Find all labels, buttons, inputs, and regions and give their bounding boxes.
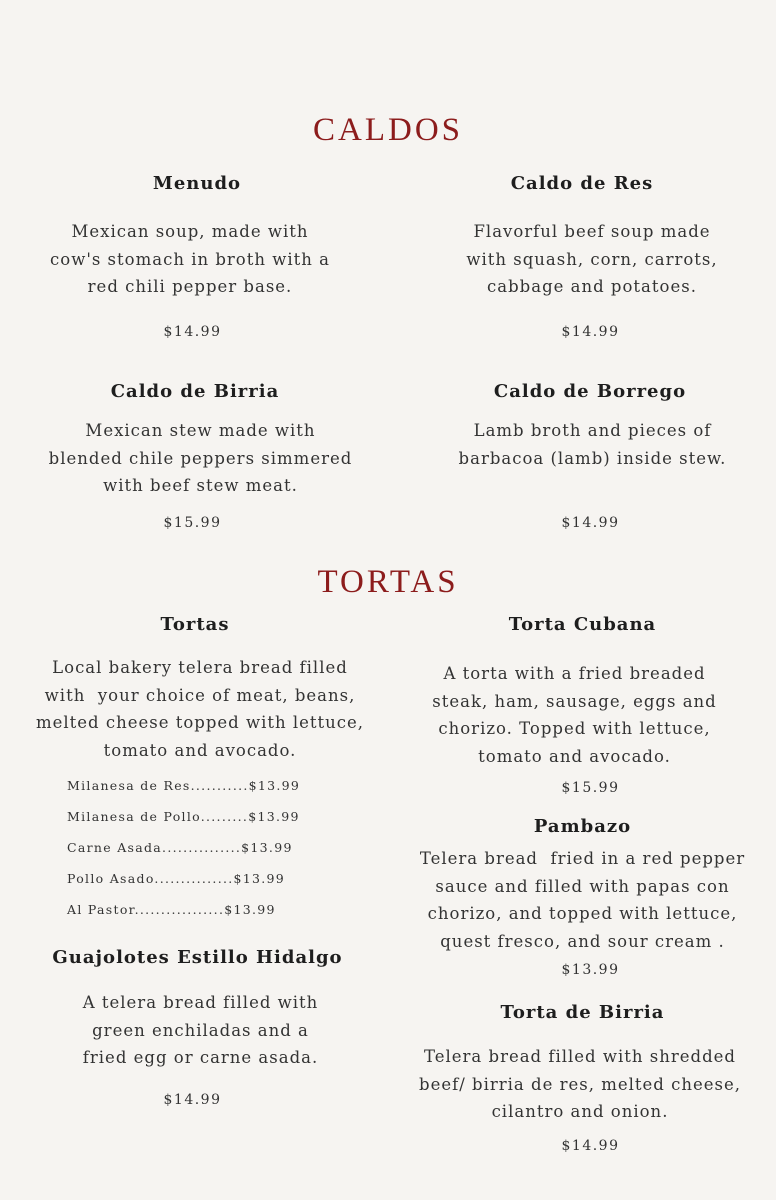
- desc-line: tomato and avocado.: [478, 746, 671, 766]
- item-price-guajolotes: $14.99: [163, 1092, 222, 1108]
- section-title-tortas: TORTAS: [317, 564, 459, 600]
- desc-line: sauce and filled with papas con: [435, 876, 730, 896]
- item-desc-guajolotes: [28, 989, 373, 1072]
- item-title-guajolotes: Guajolotes Estillo Hidalgo: [52, 947, 343, 968]
- torta-option-pollo-asado: Pollo Asado...............$13.99: [67, 871, 286, 886]
- item-desc-pambazo: [410, 845, 755, 955]
- item-desc-caldo-de-birria: [28, 417, 373, 500]
- desc-line: A telera bread filled with: [82, 993, 319, 1012]
- desc-line: green enchiladas and a: [92, 1020, 309, 1040]
- section-title-caldos: CALDOS: [312, 112, 464, 148]
- desc-line: Flavorful beef soup made: [473, 222, 711, 241]
- desc-line: Lamb broth and pieces of: [473, 421, 712, 440]
- desc-line: Local bakery telera bread filled: [52, 658, 348, 677]
- desc-line: quest fresco, and sour cream .: [440, 931, 725, 951]
- item-desc-tortas: [25, 654, 375, 764]
- desc-line: Mexican stew made with: [85, 421, 316, 440]
- item-price-caldo-de-borrego: $14.99: [561, 515, 620, 531]
- desc-line: Mexican soup, made with: [71, 222, 309, 241]
- item-title-caldo-de-birria: Caldo de Birria: [110, 381, 280, 402]
- desc-line: melted cheese topped with lettuce,: [35, 713, 365, 732]
- desc-line: with squash, corn, carrots,: [466, 249, 718, 269]
- item-price-torta-cubana: $15.99: [561, 780, 620, 796]
- desc-line: tomato and avocado.: [103, 740, 297, 760]
- item-price-menudo: $14.99: [163, 324, 222, 340]
- item-title-pambazo: Pambazo: [533, 816, 632, 837]
- desc-line: cilantro and onion.: [491, 1102, 669, 1121]
- desc-line: Telera bread filled with shredded: [424, 1047, 736, 1066]
- item-title-tortas: Tortas: [160, 614, 230, 635]
- desc-line: beef/ birria de res, melted cheese,: [419, 1074, 741, 1094]
- desc-line: cabbage and potatoes.: [487, 277, 697, 296]
- desc-line: Telera bread fried in a red pepper: [419, 849, 746, 868]
- desc-line: A torta with a fried breaded: [443, 664, 706, 683]
- item-desc-torta-de-birria: [405, 1043, 755, 1126]
- item-title-menudo: Menudo: [152, 173, 242, 194]
- item-price-torta-de-birria: $14.99: [561, 1138, 620, 1154]
- item-desc-caldo-de-res: [422, 218, 762, 301]
- desc-line: with your choice of meat, beans,: [44, 685, 356, 705]
- item-price-pambazo: $13.99: [561, 962, 620, 978]
- desc-line: chorizo, and topped with lettuce,: [427, 904, 738, 923]
- torta-option-milanesa-de-res: Milanesa de Res...........$13.99: [67, 778, 301, 793]
- torta-option-milanesa-de-pollo: Milanesa de Pollo.........$13.99: [67, 809, 300, 824]
- desc-line: blended chile peppers simmered: [48, 448, 353, 468]
- item-title-torta-cubana: Torta Cubana: [508, 614, 657, 635]
- desc-line: red chili pepper base.: [87, 277, 293, 296]
- item-title-caldo-de-res: Caldo de Res: [510, 173, 654, 194]
- desc-line: steak, ham, sausage, eggs and: [432, 691, 717, 711]
- item-desc-torta-cubana: [402, 660, 747, 770]
- desc-line: fried egg or carne asada.: [82, 1048, 319, 1067]
- item-title-caldo-de-borrego: Caldo de Borrego: [493, 381, 687, 402]
- desc-line: cow's stomach in broth with a: [50, 249, 330, 269]
- item-desc-menudo: [20, 218, 360, 301]
- torta-option-carne-asada: Carne Asada...............$13.99: [67, 840, 293, 855]
- item-title-torta-de-birria: Torta de Birria: [500, 1002, 665, 1023]
- item-desc-caldo-de-borrego: [420, 417, 765, 472]
- torta-option-al-pastor: Al Pastor.................$13.99: [67, 902, 276, 917]
- desc-line: chorizo. Topped with lettuce,: [438, 719, 711, 738]
- item-price-caldo-de-res: $14.99: [561, 324, 620, 340]
- desc-line: barbacoa (lamb) inside stew.: [458, 448, 727, 468]
- desc-line: with beef stew meat.: [103, 476, 298, 495]
- item-price-caldo-de-birria: $15.99: [163, 515, 222, 531]
